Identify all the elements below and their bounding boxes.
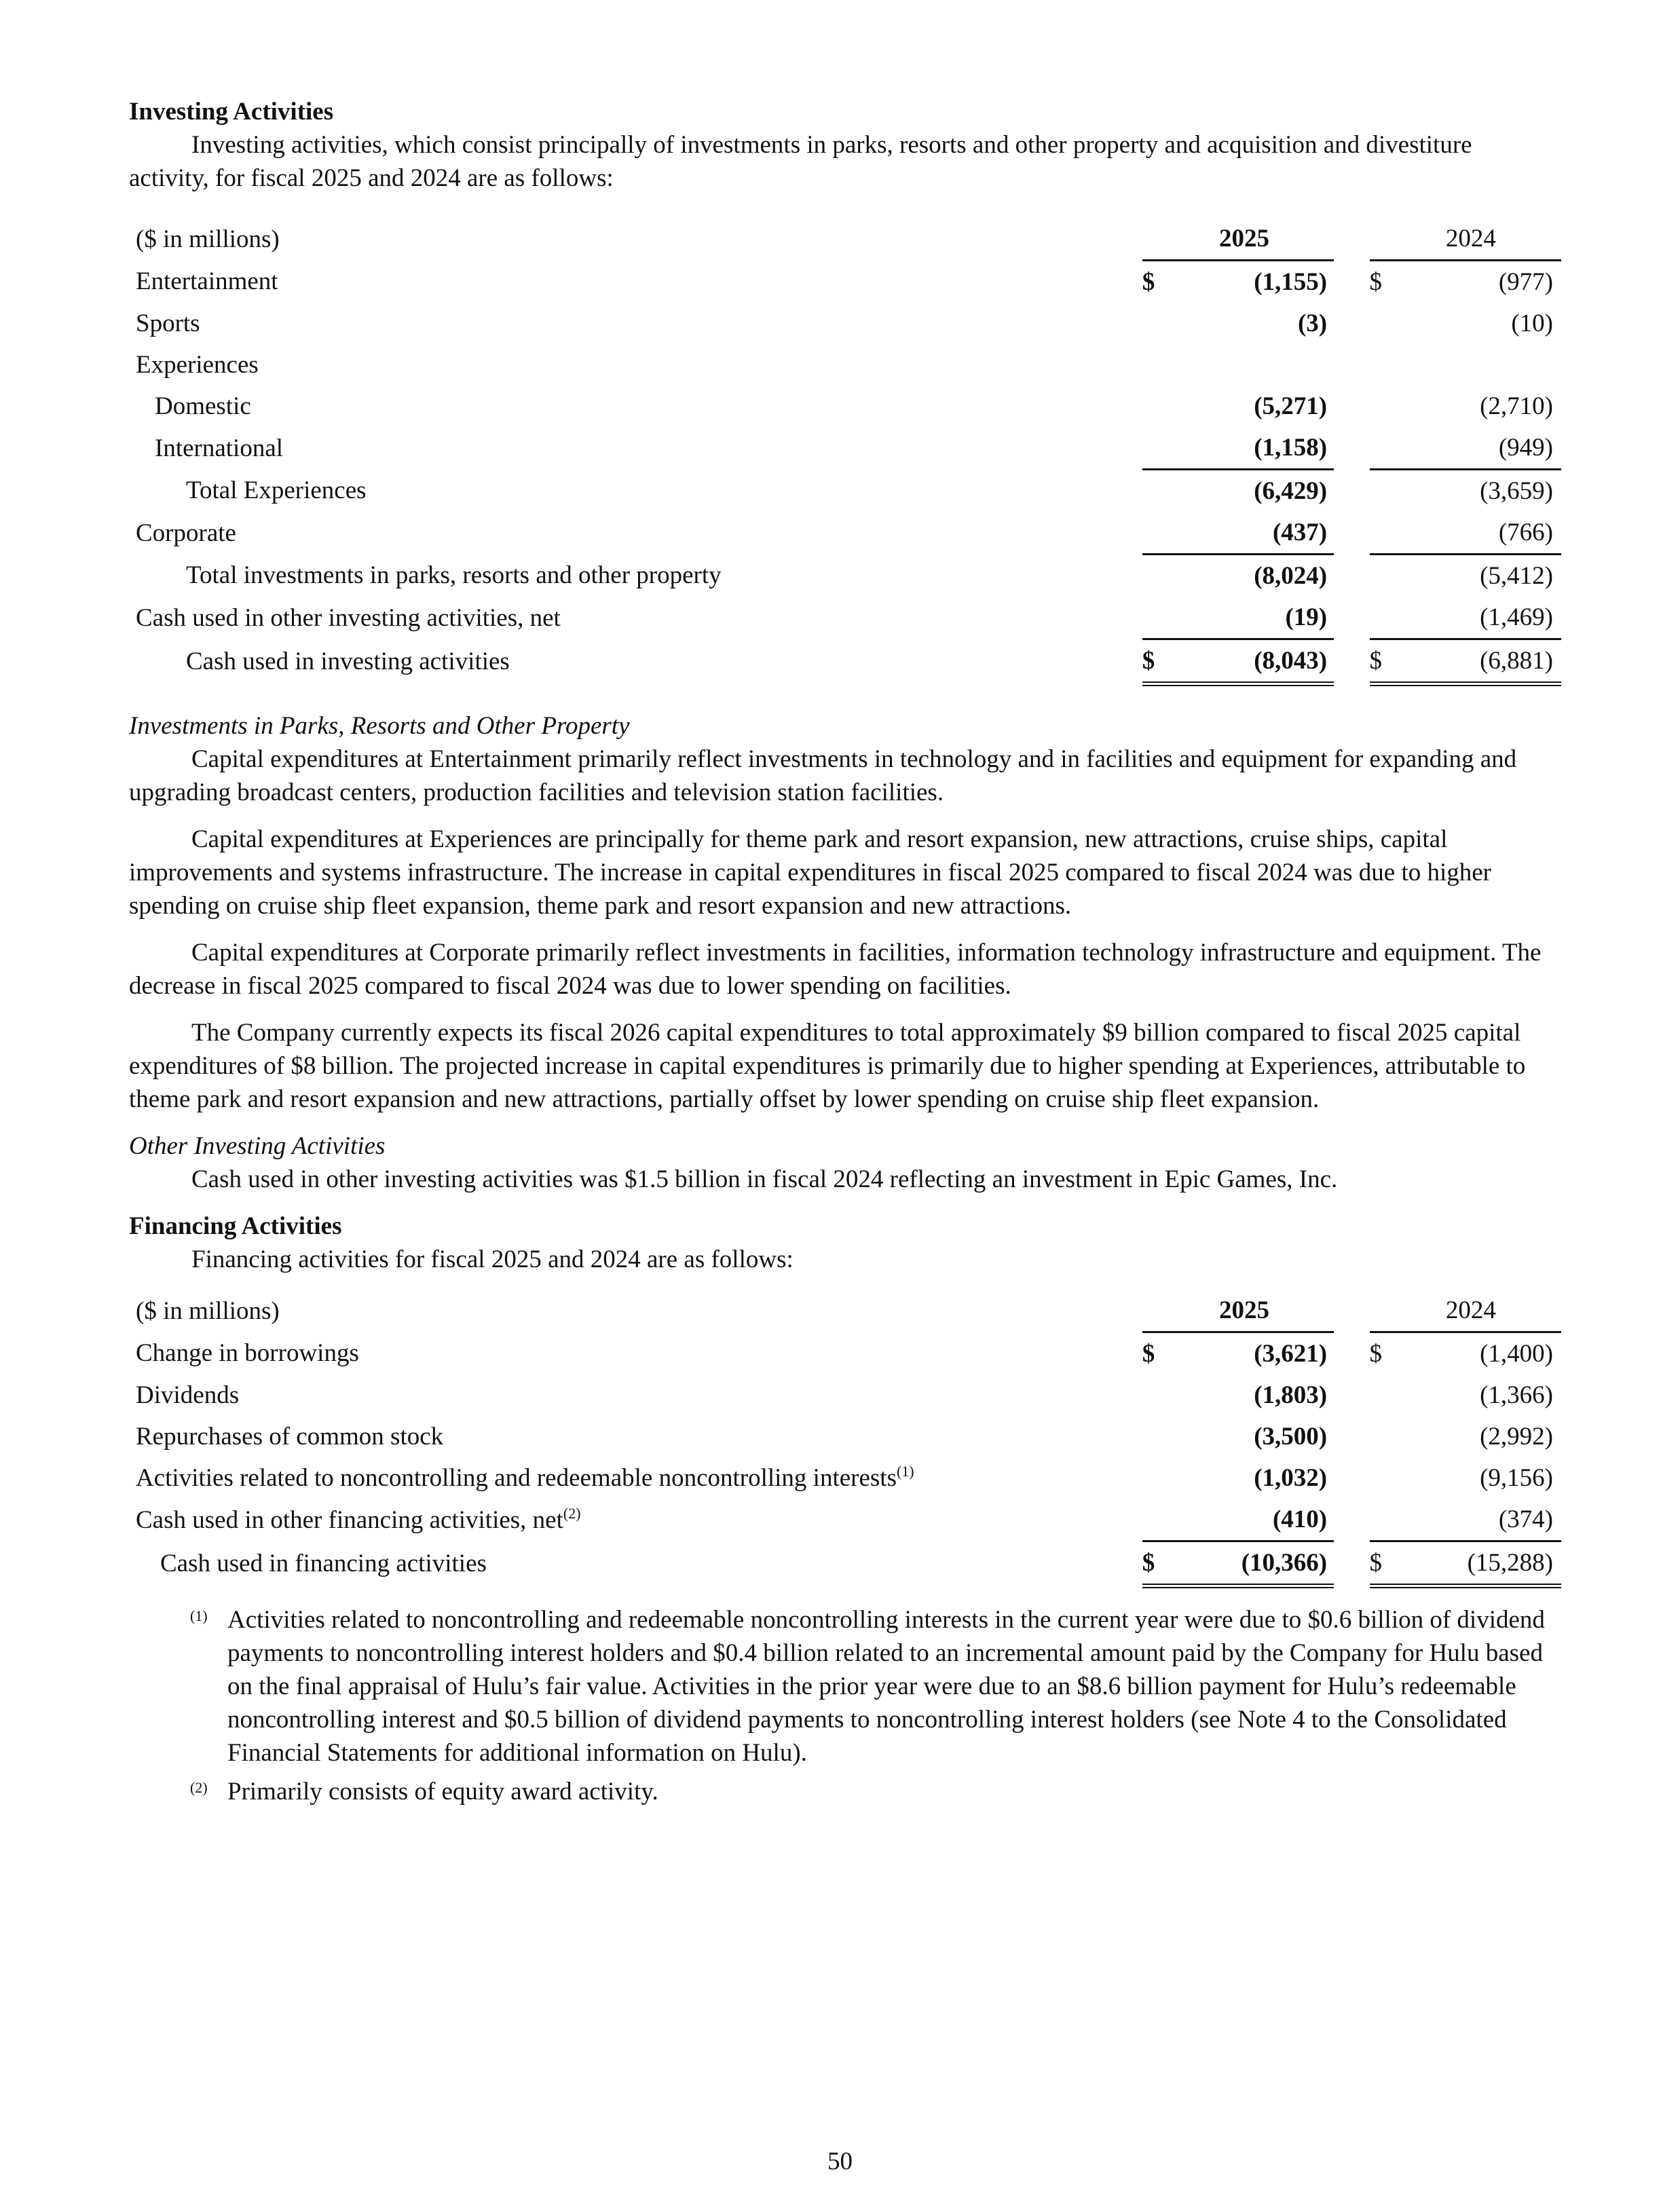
year-prior: 2024 (1389, 218, 1561, 261)
table-row: Experiences (136, 351, 259, 379)
financing-table (136, 1290, 1561, 1588)
year-current: 2025 (1161, 1290, 1334, 1332)
table-row: Domestic (5,271) (2,710) (155, 392, 1553, 420)
table-row: Change in borrowings $ (3,621) $ (1,400) (136, 1339, 1553, 1368)
footnote-text: Activities related to noncontrolling and redeemable noncontrolling interests in the current year were due to $0.6 billion of dividend payments to noncontrolling interest holders and $0.4 billion related to an incremental amount paid by the Company for Hulu based on the final appraisal of Hulu’s fair value. Activities in the prior year were due to an $8.6 billion payment for Hulu’s redeemable noncontrolling interest and $0.5 billion of dividend payments to noncontrolling interest holders (see Note 4 to the Consolidated Financial Statements for additional information on Hulu). (227, 1606, 1545, 1767)
investing-table (136, 218, 1561, 686)
footnote-mark: (2) (190, 1779, 208, 1796)
paragraph: Cash used in other investing activities was $1.5 billion in fiscal 2024 reflecting an investment in Epic Games, Inc. (191, 1165, 1338, 1193)
paragraph: The Company currently expects its fiscal 2026 capital expenditures to total approximately $9 billion compared to fiscal 2025 capital expenditures of $8 billion. The projected increase in capital expenditures is primarily due to higher spending at Experiences, attributable to theme park and resort expansion and new attractions, partially offset by lower spending on cruise ship fleet expansion. (129, 1019, 1526, 1113)
table-row: Cash used in other financing activities, net$^{(2)}$ (410) (374) (136, 1499, 1561, 1541)
footnote-text: Primarily consists of equity award activity. (227, 1778, 658, 1806)
financing-heading: Financing Activities (129, 1212, 342, 1240)
table-row: Sports (3) (10) (136, 310, 1553, 337)
table-row: Activities related to noncontrolling and redeemable noncontrolling interests$^{(1)}$ (1,032) (9,156) (136, 1463, 1553, 1492)
table-row: Dividends (1,803) (1,366) (136, 1381, 1553, 1409)
paragraph: Capital expenditures at Corporate primarily reflect investments in facilities, information technology infrastructure and equipment. The decrease in fiscal 2025 compared to fiscal 2024 was due to lower spending on facilities. (129, 939, 1542, 1000)
table-row: Entertainment $ (1,155) $ (977) (136, 267, 1553, 296)
paragraph: Capital expenditures at Experiences are principally for theme park and resort expansion, new attractions, cruise ships, capital improvements and systems infrastructure. The increase in capital expenditures in fiscal 2025 compared to fiscal 2024 was due to higher spending on cruise ship fleet expansion, theme park and resort expansion and new attractions. (129, 825, 1491, 920)
table-header-row (136, 1290, 1561, 1332)
footnote (129, 1603, 1554, 1770)
paragraph: Capital expenditures at Entertainment primarily reflect investments in technology and in facilities and equipment for expanding and upgrading broadcast centers, production facilities and television station facilities. (129, 745, 1517, 806)
page-number: 50 (827, 2148, 853, 2175)
table-row: International (1,158) (949) (136, 427, 1561, 470)
table-row: Cash used in other investing activities, net (19) (1,469) (136, 597, 1561, 639)
footnote-ref: (2) (563, 1504, 581, 1522)
footnote (129, 1775, 1554, 1808)
document-page (129, 95, 1554, 1808)
table-row-total: Cash used in financing activities $ (10,366) $ (15,288) (136, 1541, 1561, 1586)
table-row: Total Experiences (6,429) (3,659) (186, 476, 1553, 505)
table-row: Corporate (437) (766) (136, 512, 1561, 555)
year-current: 2025 (1161, 218, 1334, 261)
footnote-mark: (1) (190, 1607, 208, 1624)
other-investing-subheading: Other Investing Activities (129, 1132, 386, 1160)
investing-intro: Investing activities, which consist principally of investments in parks, resorts and other property and acquisition and divestiture activity, for fiscal 2025 and 2024 are as follows: (129, 131, 1472, 192)
table-row-total: Cash used in investing activities $ (8,043) $ (6,881) (136, 639, 1561, 684)
table-row: Repurchases of common stock (3,500) (2,992) (136, 1423, 1553, 1451)
financing-intro: Financing activities for fiscal 2025 and 2024 are as follows: (191, 1246, 794, 1273)
investing-heading: Investing Activities (129, 98, 334, 126)
unit-label: ($ in millions) (136, 225, 280, 253)
year-prior: 2024 (1389, 1290, 1561, 1332)
table-row: Total investments in parks, resorts and other property (8,024) (5,412) (186, 561, 1553, 590)
investments-subheading: Investments in Parks, Resorts and Other Property (129, 712, 630, 740)
footnote-ref: (1) (896, 1463, 914, 1480)
table-header-row (136, 218, 1561, 261)
unit-label: ($ in millions) (136, 1296, 280, 1325)
